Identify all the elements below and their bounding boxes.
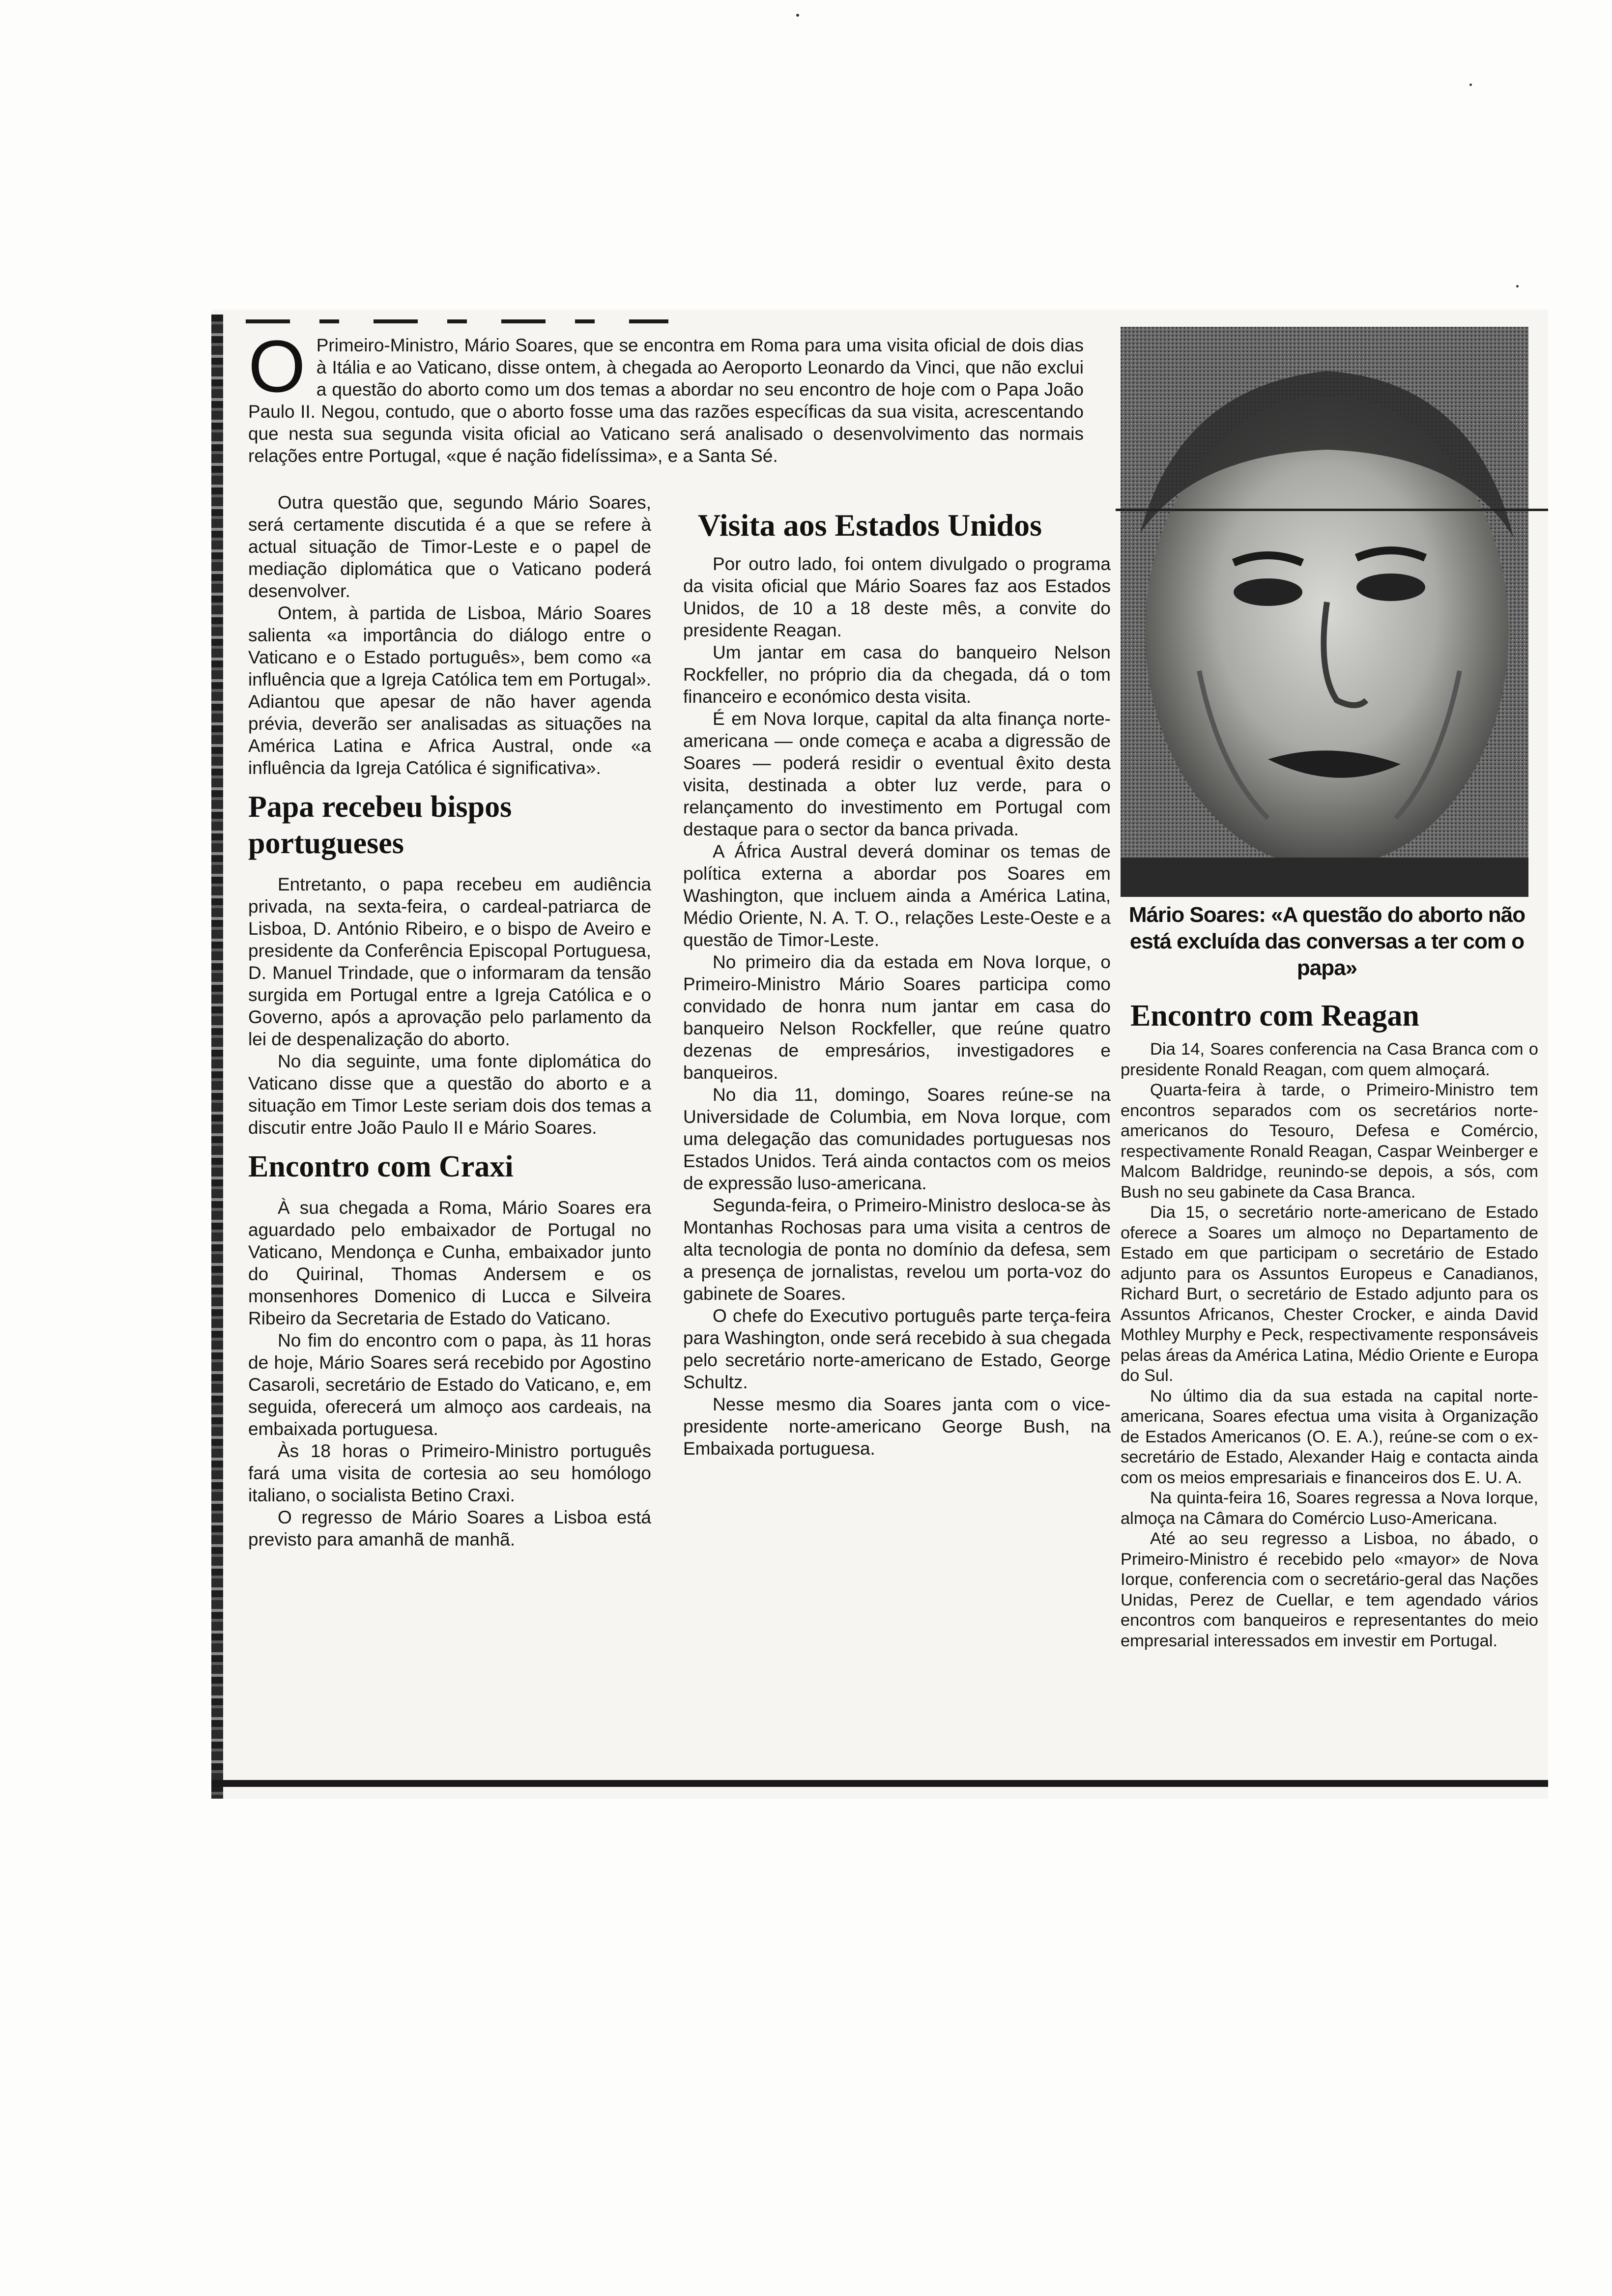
portrait-image xyxy=(1121,327,1528,897)
paragraph: Por outro lado, foi ontem divulgado o programa da visita oficial que Mário Soares faz aos Estados Unidos, de 10 a 18 deste mês, a convite do presidente Reagan. xyxy=(683,554,1111,640)
clipping-top-rule xyxy=(246,319,668,323)
paragraph: Até ao seu regresso a Lisboa, no ábado, o Primeiro-Ministro é recebido pelo «mayor» de Nova Iorque, conferencia com o secretário-geral das Nações Unidas, Perez de Cuellar, e tem agendado vários encontros com banqueiros e representantes do meio empresarial interessados em investir em Portugal. xyxy=(1121,1529,1538,1650)
photo-caption: Mário Soares: «A questão do aborto não está excluída das conversas a ter com o papa» xyxy=(1128,903,1526,980)
paragraph: É em Nova Iorque, capital da alta finança norte-americana — onde começa e acaba a digressão de Soares — poderá residir o eventual êxito desta visita, destinada a obter luz verde, para o relançamento do investimento em Portugal com destaque para o sector da banca privada. xyxy=(683,709,1111,839)
clipping-bottom-rule xyxy=(211,1780,1548,1787)
paragraph: No primeiro dia da estada em Nova Iorque, o Primeiro-Ministro Mário Soares participa como convidado de honra num jantar em casa do banqueiro Nelson Rockfeller, que reúne quatro dezenas de empresários, investigadores e banqueiros. xyxy=(683,952,1111,1083)
paragraph: O chefe do Executivo português parte terça-feira para Washington, onde será recebido à sua chegada pelo secretário norte-americano de Estado, George Schultz. xyxy=(683,1306,1111,1392)
drop-cap: O xyxy=(248,325,306,407)
scan-speck xyxy=(1469,84,1472,86)
article-lead xyxy=(248,325,1084,467)
subheading-reagan: Encontro com Reagan xyxy=(1130,999,1419,1033)
column-2 xyxy=(683,553,1111,1460)
scan-speck xyxy=(1516,285,1519,287)
paragraph: Dia 15, o secretário norte-americano de Estado oferece a Soares um almoço no Departamento de Estado em que participam o secretário de Estado adjunto para os Assuntos Europeus e Canadianos, Richard Burt, o secretário de Estado adjunto para os Assuntos Africanos, Chester Crocker, e ainda David Mothley Murphy e Peck, respectivamente responsáveis pelas áreas da América Latina, Médio Oriente e Europa do Sul. xyxy=(1121,1203,1538,1385)
photo-divider xyxy=(1116,509,1548,511)
subheading-papa: Papa recebeu bispos portugueses xyxy=(248,790,512,860)
scan-speck xyxy=(796,14,799,17)
paragraph: Dia 14, Soares conferencia na Casa Branca com o presidente Ronald Reagan, com quem almoçará. xyxy=(1121,1040,1538,1079)
portrait-photo xyxy=(1121,327,1528,897)
paragraph: À sua chegada a Roma, Mário Soares era aguardado pelo embaixador de Portugal no Vaticano, Mendonça e Cunha, embaixador junto do Quirinal, Thomas Andersem e os monsenhores Domenico di Lucca e Silveira Ribeiro da Secretaria de Estado do Vaticano. xyxy=(248,1198,651,1328)
paragraph: Outra questão que, segundo Mário Soares, será certamente discutida é a que se refere à actual situação de Timor-Leste e o papel de mediação diplomática que o Vaticano poderá desenvolver. xyxy=(248,492,651,601)
paragraph: No dia 11, domingo, Soares reúne-se na Universidade de Columbia, em Nova Iorque, com uma delegação das comunidades portuguesas nos Estados Unidos. Terá ainda contactos com os meios de expressão luso-americana. xyxy=(683,1085,1111,1193)
paragraph: Nesse mesmo dia Soares janta com o vice-presidente norte-americano George Bush, na Embaixada portuguesa. xyxy=(683,1394,1111,1459)
clipping-left-edge xyxy=(211,315,223,1799)
column-3 xyxy=(1121,1039,1538,1651)
paragraph: Às 18 horas o Primeiro-Ministro português fará uma visita de cortesia ao seu homólogo italiano, o socialista Betino Craxi. xyxy=(248,1441,651,1505)
lead-paragraph: Primeiro-Ministro, Mário Soares, que se encontra em Roma para uma visita oficial de dois dias à Itália e ao Vaticano, disse ontem, à chegada ao Aeroporto Leonardo da Vinci, que não exclui a questão do aborto como um dos temas a abordar no seu encontro de hoje com o Papa João Paulo II. Negou, contudo, que o aborto fosse uma das razões específicas da sua visita, acrescentando que nesta sua segunda visita oficial ao Vaticano será analisado o desenvolvimento das normais relações entre Portugal, «que é nação fidelíssima», e a Santa Sé. xyxy=(248,335,1084,466)
paragraph: Quarta-feira à tarde, o Primeiro-Ministro tem encontros separados com os secretários norte-americanos do Tesouro, Defesa e Comércio, respectivamente Ronald Reagan, Caspar Weinberger e Malcom Baldridge, reunindo-se depois, a sós, com Bush no seu gabinete da Casa Branca. xyxy=(1121,1081,1538,1202)
paragraph: No último dia da sua estada na capital norte-americana, Soares efectua uma visita à Organização de Estados Americanos (O. E. A.), reúne-se com o ex-secretário de Estado, Alexander Haig e contacta ainda com os meios empresariais e financeiros dos E. U. A. xyxy=(1121,1386,1538,1487)
paragraph: Na quinta-feira 16, Soares regressa a Nova Iorque, almoça na Câmara do Comércio Luso-Americana. xyxy=(1121,1489,1538,1528)
paragraph: O regresso de Mário Soares a Lisboa está previsto para amanhã de manhã. xyxy=(248,1507,651,1550)
subheading-visita: Visita aos Estados Unidos xyxy=(698,508,1042,543)
paragraph: No dia seguinte, uma fonte diplomática do Vaticano disse que a questão do aborto e a situação em Timor Leste seriam dois dos temas a discutir entre João Paulo II e Mário Soares. xyxy=(248,1051,651,1138)
subheading-craxi: Encontro com Craxi xyxy=(248,1150,514,1183)
paragraph: Entretanto, o papa recebeu em audiência privada, na sexta-feira, o cardeal-patriarca de Lisboa, D. António Ribeiro, e o bispo de Aveiro e presidente da Conferência Episcopal Portuguesa, D. Manuel Trindade, que o informaram da tensão surgida em Portugal entre a Igreja Católica e o Governo, após a aprovação pelo parlamento da lei de despenalização do aborto. xyxy=(248,874,651,1049)
paragraph: Ontem, à partida de Lisboa, Mário Soares salienta «a importância do diálogo entre o Vaticano e o Estado português», bem como «a influência que a Igreja Católica tem em Portugal». Adiantou que apesar de não haver agenda prévia, deverão ser analisadas as situações na América Latina e Africa Austral, onde «a influência da Igreja Católica é significativa». xyxy=(248,603,651,778)
paragraph: Segunda-feira, o Primeiro-Ministro desloca-se às Montanhas Rochosas para uma visita a centros de alta tecnologia de ponta no domínio da defesa, sem a presença de jornalistas, revelou um porta-voz do gabinete de Soares. xyxy=(683,1195,1111,1304)
paragraph: Um jantar em casa do banqueiro Nelson Rockfeller, no próprio dia da chegada, dá o tom financeiro e económico desta visita. xyxy=(683,642,1111,707)
paragraph: A África Austral deverá dominar os temas de política externa a abordar pos Soares em Washington, que incluem ainda a América Latina, Médio Oriente, N. A. T. O., relações Leste-Oeste e a questão de Timor-Leste. xyxy=(683,841,1111,950)
column-1 xyxy=(248,491,651,1550)
paragraph: No fim do encontro com o papa, às 11 horas de hoje, Mário Soares será recebido por Agostino Casaroli, secretário de Estado do Vaticano, e, em seguida, oferecerá um almoço aos cardeais, na embaixada portuguesa. xyxy=(248,1330,651,1439)
